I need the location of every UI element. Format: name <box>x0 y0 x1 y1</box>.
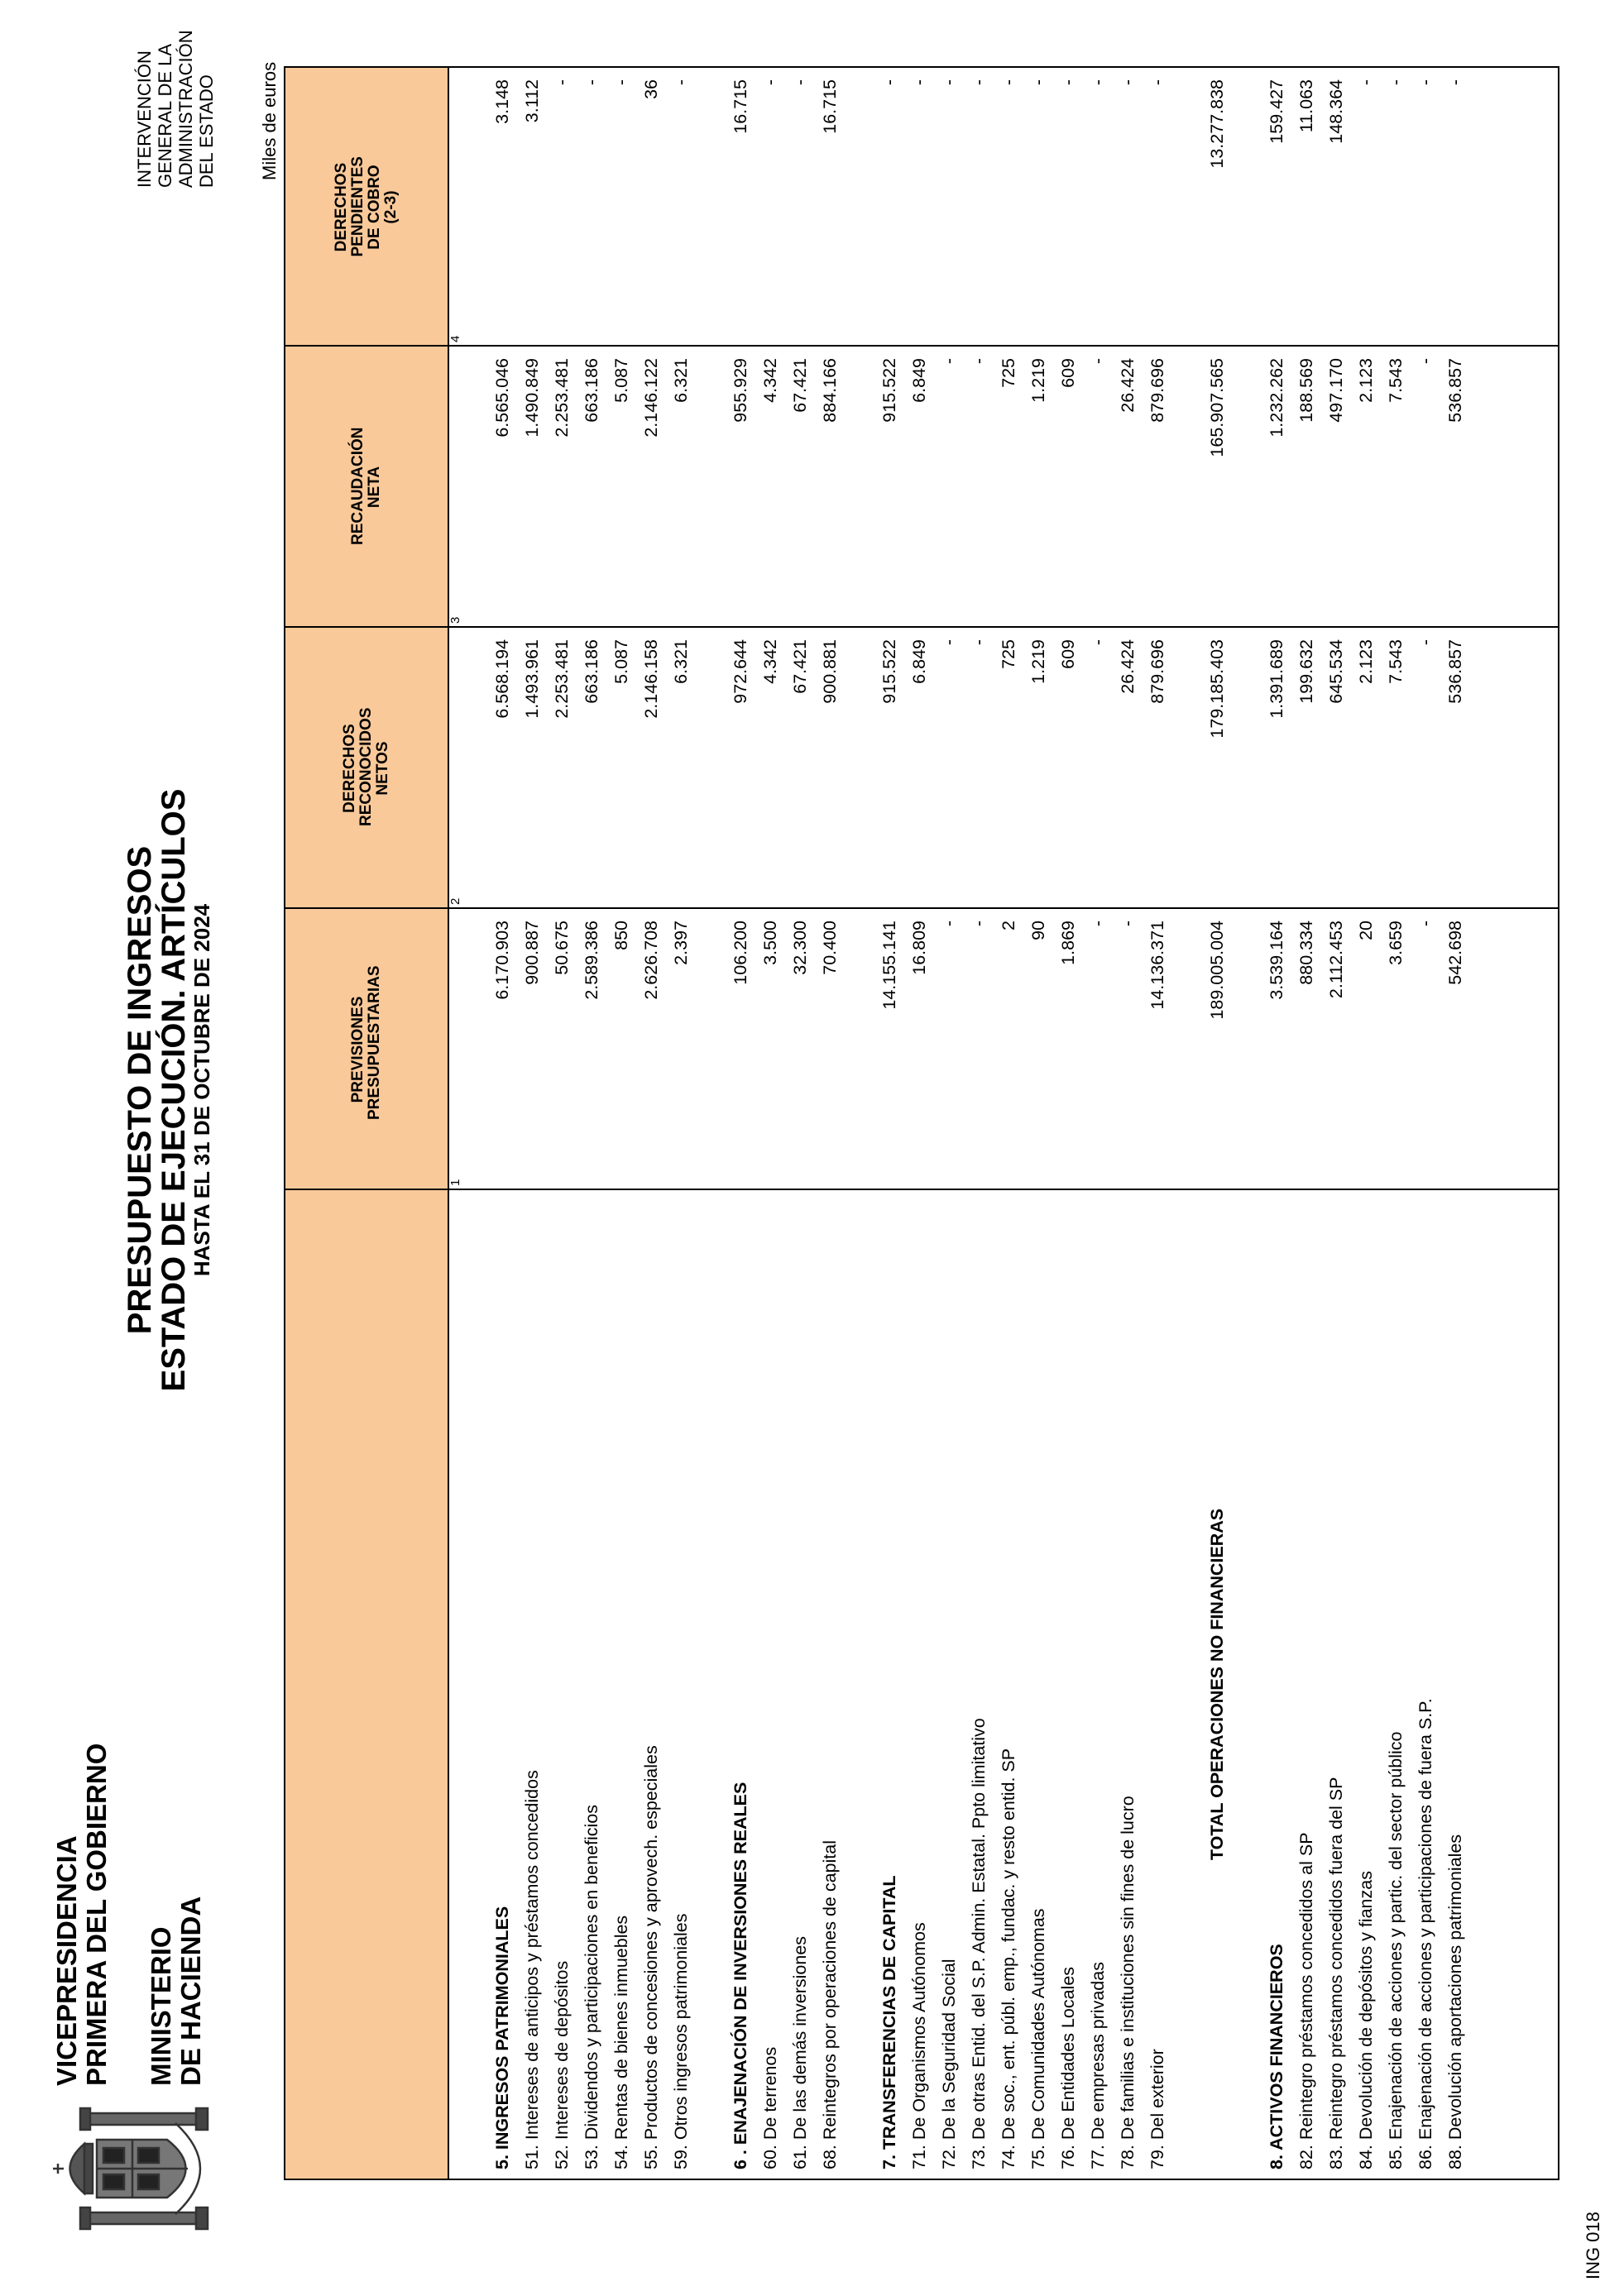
cell-value: 2.589.386 <box>582 921 601 1000</box>
col-number: 3 <box>448 616 462 624</box>
cell-value: 4.342 <box>760 639 780 684</box>
col-header-2 <box>285 628 448 909</box>
table-row <box>1411 65 1440 2179</box>
cell-value: 6.321 <box>671 358 691 403</box>
cell-value: 879.696 <box>1147 639 1167 704</box>
units-label: Miles de euros <box>259 61 280 180</box>
row-label: 75. De Comunidades Autónomas <box>1028 1908 1048 2169</box>
cell-value: - <box>611 79 631 86</box>
cell-value: 2.146.158 <box>641 639 661 719</box>
table-row <box>1113 65 1143 2179</box>
cell-value: 3.112 <box>522 79 542 123</box>
cell-value: 2.397 <box>671 921 691 965</box>
cell-value: - <box>1118 79 1138 86</box>
cell-value: 725 <box>999 639 1018 669</box>
cell-value: 20 <box>1356 921 1376 940</box>
row-label: 82. Reintegro préstamos concedidos al SP <box>1296 1832 1316 2169</box>
cell-value: 189.005.004 <box>1207 921 1227 1020</box>
cell-value: 26.424 <box>1118 639 1138 694</box>
cell-value: - <box>909 79 929 86</box>
cell-value: 900.887 <box>522 921 542 985</box>
table-row <box>755 65 785 2179</box>
cell-value: - <box>969 79 989 86</box>
cell-value: - <box>1416 79 1435 86</box>
table-row <box>1321 65 1351 2179</box>
cell-value: 609 <box>1058 358 1078 388</box>
cell-value: 106.200 <box>731 921 750 985</box>
cell-value: 2.146.122 <box>641 358 661 438</box>
col-number: 1 <box>448 1179 462 1186</box>
cell-value: 67.421 <box>790 639 810 694</box>
cell-value: - <box>552 79 572 86</box>
cell-value: - <box>760 79 780 86</box>
table-row <box>1143 65 1172 2179</box>
table-row <box>517 65 547 2179</box>
cell-value: - <box>1445 79 1465 86</box>
cell-value: 663.186 <box>582 358 601 423</box>
cell-value: 850 <box>611 921 631 950</box>
cell-value: 26.424 <box>1118 358 1138 413</box>
row-label: 60. De terrenos <box>760 2046 780 2169</box>
cell-value: 972.644 <box>731 639 750 704</box>
cell-value: 2.626.708 <box>641 921 661 1000</box>
cell-value: 663.186 <box>582 639 601 704</box>
cell-value: - <box>999 79 1018 86</box>
cell-value: 1.232.262 <box>1267 358 1286 438</box>
cell-value: - <box>1118 921 1138 927</box>
cell-value: 645.534 <box>1326 639 1346 704</box>
cell-value: 70.400 <box>820 921 840 975</box>
cell-value: 13.277.838 <box>1207 79 1227 169</box>
cell-value: 2.112.453 <box>1326 921 1346 999</box>
cell-value: 6.849 <box>909 639 929 684</box>
col-header-1 <box>285 909 448 1190</box>
cell-value: - <box>939 921 959 927</box>
table-row <box>934 65 964 2179</box>
table-row <box>666 65 696 2179</box>
cell-value: - <box>969 358 989 365</box>
cell-value: 36 <box>641 79 661 99</box>
col-header-3 <box>285 347 448 628</box>
cell-value: - <box>1088 79 1108 86</box>
cell-value: - <box>1028 79 1048 86</box>
cell-value: 14.136.371 <box>1147 921 1167 1010</box>
cell-value: 2 <box>999 921 1018 930</box>
row-label: 61. De las demás inversiones <box>790 1935 810 2169</box>
cell-value: - <box>939 639 959 646</box>
cell-value: 1.869 <box>1058 921 1078 965</box>
cell-value: - <box>1058 79 1078 86</box>
table-row <box>1351 65 1381 2179</box>
cell-value: 2.253.481 <box>552 639 572 719</box>
cell-value: 199.632 <box>1296 639 1316 704</box>
cell-value: - <box>939 79 959 86</box>
cell-value: 900.881 <box>820 639 840 704</box>
row-label: 88. Devolución aportaciones patrimoniales <box>1445 1834 1465 2169</box>
col-number: 4 <box>448 335 462 342</box>
cell-value: 90 <box>1028 921 1048 940</box>
cell-value: 159.427 <box>1267 79 1286 144</box>
cell-value: 6.849 <box>909 358 929 403</box>
cell-value: 880.334 <box>1296 921 1316 985</box>
cell-value: 1.493.961 <box>522 639 542 719</box>
table-row <box>726 65 755 2179</box>
row-label: 79. Del exterior <box>1147 2049 1167 2169</box>
cell-value: - <box>969 921 989 927</box>
cell-value: 188.569 <box>1296 358 1316 423</box>
cell-value: - <box>939 358 959 365</box>
row-label: 71. De Organismos Autónomos <box>909 1922 929 2169</box>
cell-value: 915.522 <box>879 358 899 423</box>
cell-value: - <box>1088 639 1108 646</box>
title-line1: PRESUPUESTO DE INGRESOS <box>122 845 158 1335</box>
cell-value: - <box>790 79 810 86</box>
cell-value: - <box>1088 358 1108 365</box>
igae-line2: ADMINISTRACIÓN DEL ESTADO <box>175 30 217 188</box>
row-label: 78. De familias e instituciones sin fines de lucro <box>1118 1796 1138 2169</box>
cell-value: - <box>1386 79 1406 86</box>
cell-value: 497.170 <box>1326 358 1346 423</box>
cell-value: 2.253.481 <box>552 358 572 438</box>
row-label: 55. Productos de concesiones y aprovech. especiales <box>641 1745 661 2169</box>
row-label: 52. Intereses de depósitos <box>552 1960 572 2169</box>
footer-code: ING 018 <box>1583 2212 1603 2279</box>
cell-value: 915.522 <box>879 639 899 704</box>
cell-value: 5.087 <box>611 639 631 684</box>
title-line3: HASTA EL 31 DE OCTUBRE DE 2024 <box>189 903 214 1277</box>
cell-value: 1.391.689 <box>1267 639 1286 719</box>
row-label: 6 . ENAJENACIÓN DE INVERSIONES REALES <box>731 1782 750 2169</box>
cell-value: 1.490.849 <box>522 358 542 438</box>
row-label: 54. Rentas de bienes inmuebles <box>611 1915 631 2169</box>
row-label: 59. Otros ingresos patrimoniales <box>671 1913 691 2169</box>
cell-value: 542.698 <box>1445 921 1465 985</box>
cell-value: 6.170.903 <box>492 921 512 1000</box>
row-label: 51. Intereses de anticipos y préstamos concedidos <box>522 1770 542 2169</box>
cell-value: 32.300 <box>790 921 810 975</box>
cell-value: 879.696 <box>1147 358 1167 423</box>
table-row <box>636 65 666 2179</box>
row-label: 74. De soc., ent. públ. emp., fundac. y resto entid. SP <box>999 1748 1018 2169</box>
table-row <box>547 65 577 2179</box>
cell-value: 165.907.565 <box>1207 358 1227 457</box>
table-row <box>606 65 636 2179</box>
cell-value: 4.342 <box>760 358 780 403</box>
col-header-label: DERECHOS RECONOCIDOS NETOS <box>341 707 391 826</box>
cell-value: - <box>1088 921 1108 927</box>
igae-line1: INTERVENCIÓN GENERAL DE LA <box>134 43 175 188</box>
cell-value: 14.155.141 <box>879 921 899 1010</box>
cell-value: 6.565.046 <box>492 358 512 438</box>
table-row <box>904 65 934 2179</box>
cell-value: 16.715 <box>731 79 750 134</box>
cell-value: 955.929 <box>731 358 750 423</box>
cell-value: - <box>969 639 989 646</box>
budget-table <box>284 66 1559 2180</box>
vicepresidencia-line2: PRIMERA DEL GOBIERNO <box>81 1743 112 2086</box>
row-label: 7. TRANSFERENCIAS DE CAPITAL <box>879 1875 899 2169</box>
cell-value: 1.219 <box>1028 358 1048 403</box>
report-title <box>122 784 213 1396</box>
row-label: 77. De empresas privadas <box>1088 1962 1108 2169</box>
table-row <box>964 65 994 2179</box>
row-label: 84. Devolución de depósitos y fianzas <box>1356 1871 1376 2169</box>
cell-value: 536.857 <box>1445 639 1465 704</box>
table-row <box>1023 65 1053 2179</box>
row-label: 53. Dividendos y participaciones en beneficios <box>582 1804 601 2169</box>
cell-value: 5.087 <box>611 358 631 403</box>
cell-value: - <box>1356 79 1376 86</box>
row-label: 73. De otras Entid. del S.P. Admin. Estatal. Ppto limitativo <box>969 1718 989 2169</box>
cell-value: - <box>1416 639 1435 646</box>
cell-value: 3.148 <box>492 79 512 124</box>
row-label: 83. Reintegro préstamos concedidos fuera del SP <box>1326 1777 1346 2169</box>
cell-value: 3.539.164 <box>1267 921 1286 1000</box>
ministerio-line2: DE HACIENDA <box>175 1896 206 2086</box>
ministerio-heading <box>146 1897 206 2086</box>
col-header-4 <box>285 68 448 347</box>
cell-value: 67.421 <box>790 358 810 413</box>
coat-of-arms-icon <box>51 2107 229 2231</box>
col-header-label: RECAUDACIÓN NETA <box>349 427 383 545</box>
table-row <box>1053 65 1083 2179</box>
cell-value: 16.809 <box>909 921 929 975</box>
cell-value: 50.675 <box>552 921 572 975</box>
table-row <box>1262 65 1291 2179</box>
row-label: 76. De Entidades Locales <box>1058 1966 1078 2169</box>
row-label: 5. INGRESOS PATRIMONIALES <box>492 1906 512 2169</box>
table-row <box>785 65 815 2179</box>
ministerio-line1: MINISTERIO <box>146 1926 176 2086</box>
cell-value: - <box>1416 358 1435 365</box>
cell-value: - <box>879 79 899 86</box>
table-row <box>994 65 1023 2179</box>
cell-value: 6.568.194 <box>492 639 512 719</box>
vicepresidencia-heading <box>52 1744 112 2086</box>
cell-value: 7.543 <box>1386 639 1406 684</box>
cell-value: - <box>1147 79 1167 86</box>
cell-value: 609 <box>1058 639 1078 669</box>
col-number: 2 <box>448 897 462 905</box>
cell-value: 884.166 <box>820 358 840 423</box>
table-row <box>874 65 904 2179</box>
cell-value: 3.500 <box>760 921 780 965</box>
igae-heading <box>134 0 217 188</box>
cell-value: - <box>671 79 691 86</box>
cell-value: - <box>582 79 601 86</box>
row-label: 72. De la Seguridad Social <box>939 1959 959 2169</box>
cell-value: 3.659 <box>1386 921 1406 965</box>
cell-value: 11.063 <box>1296 79 1316 133</box>
table-row <box>487 65 517 2179</box>
cell-value: 1.219 <box>1028 639 1048 684</box>
row-label: 68. Reintegros por operaciones de capital <box>820 1839 840 2169</box>
col-header-label: PREVISIONES PRESUPUESTARIAS <box>349 965 383 1120</box>
cell-value: 179.185.403 <box>1207 639 1227 739</box>
row-label: 86. Enajenación de acciones y participaciones de fuera S.P. <box>1416 1698 1435 2169</box>
cell-value: - <box>1416 921 1435 927</box>
table-row <box>1202 65 1232 2179</box>
cell-value: 148.364 <box>1326 79 1346 144</box>
cell-value: 536.857 <box>1445 358 1465 423</box>
row-label: 85. Enajenación de acciones y partic. del sector público <box>1386 1731 1406 2169</box>
vicepresidencia-line1: VICEPRESIDENCIA <box>51 1835 82 2086</box>
table-row <box>815 65 845 2179</box>
table-row <box>1291 65 1321 2179</box>
cell-value: 6.321 <box>671 639 691 684</box>
cell-value: 7.543 <box>1386 358 1406 403</box>
cell-value: 725 <box>999 358 1018 388</box>
table-row <box>1440 65 1470 2179</box>
cell-value: 2.123 <box>1356 358 1376 403</box>
table-row <box>1083 65 1113 2179</box>
cell-value: 2.123 <box>1356 639 1376 684</box>
title-line2: ESTADO DE EJECUCIÓN. ARTÍCULOS <box>156 788 192 1392</box>
row-label: TOTAL OPERACIONES NO FINANCIERAS <box>1207 1508 1227 1861</box>
row-label: 8. ACTIVOS FINANCIEROS <box>1267 1944 1286 2169</box>
col-header-label: DERECHOS PENDIENTES DE COBRO (2-3) <box>333 156 400 257</box>
table-row <box>1381 65 1411 2179</box>
table-row <box>577 65 606 2179</box>
cell-value: 16.715 <box>820 79 840 134</box>
